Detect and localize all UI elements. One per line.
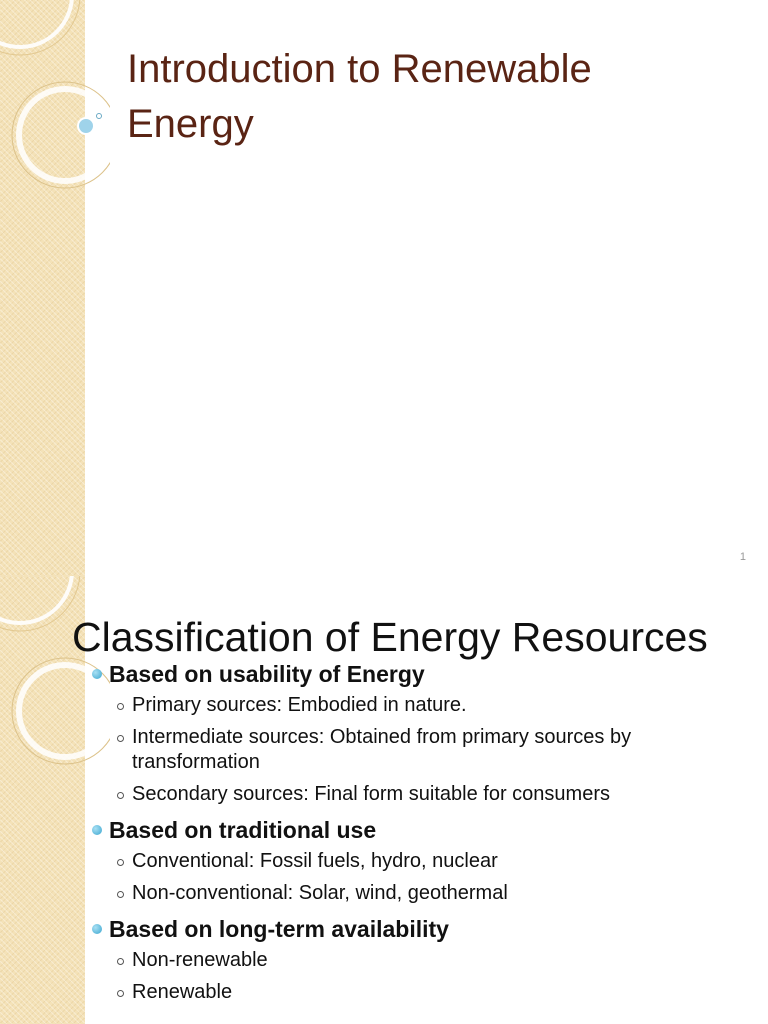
slide-title-line2: Energy <box>127 102 254 146</box>
decorative-circles <box>0 0 110 200</box>
list-item: Intermediate sources: Obtained from primary sources by transformation <box>92 725 742 775</box>
slide-number: 1 <box>739 551 746 563</box>
list-item: Secondary sources: Final form suitable for consumers <box>92 782 742 807</box>
list-item: Conventional: Fossil fuels, hydro, nuclear <box>92 849 742 874</box>
sub-bullet-icon <box>117 703 124 710</box>
list-item: Primary sources: Embodied in nature. <box>92 693 742 718</box>
content-slide-title: Classification of Energy Resources <box>72 614 708 660</box>
sub-bullet-icon <box>117 735 124 742</box>
sub-bullet-icon <box>117 792 124 799</box>
blue-orb-icon <box>78 118 94 134</box>
section-heading: Based on traditional use <box>92 814 742 846</box>
bullet-icon <box>92 669 102 679</box>
section-heading: Based on usability of Energy <box>92 658 742 690</box>
section-heading: Based on long-term availability <box>92 913 742 945</box>
sub-bullet-icon <box>117 859 124 866</box>
sub-bullet-icon <box>117 891 124 898</box>
list-item: Non-renewable <box>92 948 742 973</box>
sub-bullet-icon <box>117 990 124 997</box>
sub-bullet-icon <box>117 958 124 965</box>
list-item: Renewable <box>92 980 742 1005</box>
slide-title-line1: Introduction to Renewable <box>127 47 592 91</box>
list-item: Non-conventional: Solar, wind, geothermal <box>92 881 742 906</box>
bullet-icon <box>92 924 102 934</box>
bullet-icon <box>92 825 102 835</box>
bullet-list <box>92 658 742 1012</box>
slide-title <box>127 42 727 152</box>
